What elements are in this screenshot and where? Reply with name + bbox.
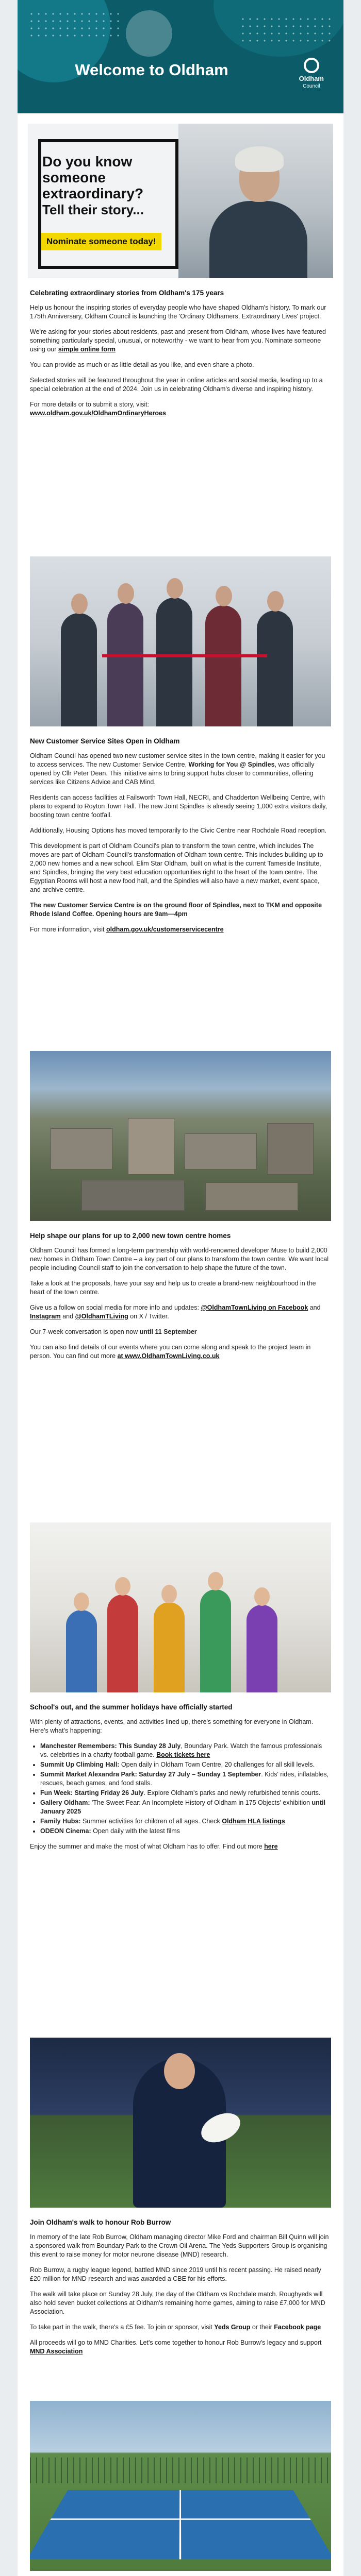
instagram-link[interactable]: Instagram (30, 1313, 61, 1320)
section-heading: Help shape our plans for up to 2,000 new town centre homes (30, 1232, 231, 1240)
paragraph: All proceeds will go to MND Charities. Let's come together to honour Rob Burrow's legacy and support MND Association (30, 2339, 322, 2355)
summer-events-list (40, 1742, 331, 1836)
section-summer-holidays (30, 1703, 331, 1858)
section-rob-burrow-walk (30, 2218, 331, 2363)
facebook-link[interactable]: @OldhamTownLiving on Facebook (201, 1304, 308, 1311)
twitter-link[interactable]: @OldhamTLiving (75, 1313, 128, 1320)
mnd-association-link[interactable]: MND Association (30, 2348, 83, 2355)
hero-banner[interactable] (28, 124, 333, 278)
list-item: • Family Hubs: Summer activities for children of all ages. Check Oldham HLA listings (40, 1817, 331, 1826)
book-tickets-link[interactable]: Book tickets here (156, 1751, 210, 1758)
section-extraordinary-stories (30, 289, 331, 425)
paragraph: You can provide as much or as little detail as you like, and even share a photo. (30, 361, 254, 368)
list-item: • Gallery Oldham: 'The Sweet Fear: An Incomplete History of Oldham in 175 Objects' exhibition until January 2025 (40, 1799, 331, 1816)
section-heading: Join Oldham's walk to honour Rob Burrow (30, 2218, 171, 2226)
paragraph: To take part in the walk, there's a £5 fee. To join or sponsor, visit Yeds Group or their Facebook page (30, 2324, 321, 2331)
section-heading: Celebrating extraordinary stories from Oldham's 175 years (30, 289, 224, 297)
paragraph: Rob Burrow, a rugby league legend, battled MND since 2019 until his recent passing. He raised nearly £20 million for MND research and was awarded a CBE for his efforts. (30, 2266, 321, 2282)
paragraph: Selected stories will be featured throughout the year in online articles and social media, leading up to a special celebration at the end of 2024. Join us in celebrating Oldham's diverse and inspiring history. (30, 377, 323, 393)
customer-service-link[interactable]: oldham.gov.uk/customerservicecentre (106, 926, 224, 933)
paragraph: Residents can access facilities at Failsworth Town Hall, NECRI, and Chadderton Wellbeing Centre, with plans to expand to Royton Town Hall. The new Joint Spindles is already seeing 1,000 extra visitors daily, boosting town centre footfall. (30, 794, 327, 819)
list-item: • ODEON Cinema: Open daily with the latest films (40, 1827, 331, 1836)
yeds-group-link[interactable]: Yeds Group (214, 2324, 251, 2331)
section-customer-service (30, 737, 331, 941)
paragraph: This development is part of Oldham Council's plan to transform the town centre, which includes The moves are part of Oldham Council's transformation of Oldham town centre. This includes building up to 2,000 new homes and a new school. Elim Star Oldham, built on what is the current Tameside Institute, and Spindles, bringing the very best education opportunities right to the heart of the town centre. The Egyptian Rooms will host a new food hall, and the Spindles will also have a new market, event space, and archive centre. (30, 842, 323, 893)
online-form-link[interactable]: simple online form (58, 346, 116, 353)
hero-question: Do you know someone extraordinary? (42, 154, 144, 201)
facebook-page-link[interactable]: Facebook page (274, 2324, 321, 2331)
page-title: Welcome to Oldham (75, 61, 228, 79)
paragraph: Our 7-week conversation is open now until 11 September (30, 1328, 197, 1335)
paragraph: Take a look at the proposals, have your say and help us to create a brand-new neighbourhood in the heart of the town centre. (30, 1280, 316, 1296)
paragraph: We're asking for your stories about residents, past and present from Oldham, whose lives have featured something particularly special, unusual, or noteworthy - we want to hear from you. Nominate someone using our simple online form (30, 328, 326, 353)
nominate-button[interactable]: Nominate someone today! (41, 233, 161, 250)
section-new-homes (30, 1231, 331, 1367)
hla-listings-link[interactable]: Oldham HLA listings (222, 1818, 285, 1825)
paragraph: Oldham Council has formed a long-term partnership with world-renowned developer Muse to build 2,000 new homes in Oldham Town Centre – a key part of our plans to transform the town centre. We want local people including Council staff to join the conversation to help shape the future of the town. (30, 1247, 329, 1272)
paragraph: Additionally, Housing Options has moved temporarily to the Civic Centre near Rochdale Road reception. (30, 827, 327, 834)
logo-name: Oldham (299, 75, 324, 82)
summer-more-link[interactable]: here (264, 1843, 278, 1850)
hero-subline: Tell their story... (42, 202, 144, 217)
paragraph: For more information, visit oldham.gov.uk/customerservicecentre (30, 926, 224, 933)
paragraph: Oldham Council has opened two new customer service sites in the town centre, making it easier for you to access services. The new Customer Service Centre, Working for You @ Spindles, was officially opened by Cllr Peter Dean. This initiative aims to bring support hubs closer to communities, offering services like Citizens Advice and CAB Mind. (30, 752, 325, 786)
list-item: • Fun Week: Starting Friday 26 July. Explore Oldham's parks and newly refurbished tennis courts. (40, 1789, 331, 1798)
logo-ring-icon (304, 58, 319, 73)
school-holidays-photo (30, 1522, 331, 1692)
section-heading: New Customer Service Sites Open in Oldham (30, 737, 180, 745)
hero-photo (178, 124, 333, 278)
town-living-link[interactable]: at www.OldhamTownLiving.co.uk (117, 1352, 220, 1360)
paragraph: With plenty of attractions, events, and activities lined up, there's something for everyone in Oldham. Here's what's happening: (30, 1718, 314, 1734)
paragraph: The new Customer Service Centre is on the ground floor of Spindles, next to TKM and opposite Rhode Island Coffee. Opening hours are 9am—4pm (30, 902, 322, 918)
oldham-logo[interactable] (299, 58, 324, 90)
section-heading: School's out, and the summer holidays have officially started (30, 1703, 233, 1711)
list-item: • Manchester Remembers: This Sunday 28 July, Boundary Park. Watch the famous professionals vs. celebrities in a charity football game. Book tickets here (40, 1742, 331, 1759)
paragraph: In memory of the late Rob Burrow, Oldham managing director Mike Ford and chairman Bill Quinn will join a sponsored walk from Boundary Park to the Crown Oil Arena. The Yeds Supporters Group is organising this event to raise money for motor neurone disease (MND) research. (30, 2233, 329, 2258)
customer-service-opening-photo (30, 556, 331, 726)
list-item: • Summit Up Climbing Hall: Open daily in Oldham Town Centre, 20 challenges for all skill levels. (40, 1760, 331, 1769)
paragraph: Help us honour the inspiring stories of everyday people who have shaped Oldham's history. To mark our 175th Anniversary, Oldham Council is launching the 'Ordinary Oldhamers, Extraordinary Lives' project. (30, 304, 326, 320)
email-column (18, 0, 343, 2576)
logo-sub: Council (303, 83, 320, 89)
list-item: • Summit Market Alexandra Park: Saturday 27 July – Sunday 1 September. Kids' rides, inflatables, rescues, beach games, and food stalls. (40, 1770, 331, 1788)
ordinary-heroes-link[interactable]: www.oldham.gov.uk/OldhamOrdinaryHeroes (30, 410, 166, 417)
rob-burrow-photo (30, 2038, 331, 2208)
paragraph: You can also find details of our events where you can come along and speak to the project team in person. You can find out more at www.OldhamTownLiving.co.uk (30, 1344, 311, 1360)
paragraph: Give us a follow on social media for more info and updates: @OldhamTownLiving on Facebook and Instagram and @OldhamTLiving on X / Twitter. (30, 1304, 321, 1320)
town-centre-aerial-photo (30, 1051, 331, 1221)
tennis-courts-photo (30, 2401, 331, 2571)
paragraph: For more details or to submit a story, visit: www.oldham.gov.uk/OldhamOrdinaryHeroes (30, 401, 166, 417)
paragraph: The walk will take place on Sunday 28 July, the day of the Oldham vs Rochdale match. Roughyeds will also hold seven bucket collections at Oldham's remaining home games, aiming to raise £7,000 for MND Association. (30, 2291, 325, 2315)
header-banner (18, 0, 343, 113)
paragraph: Enjoy the summer and make the most of what Oldham has to offer. Find out more here (30, 1843, 278, 1850)
